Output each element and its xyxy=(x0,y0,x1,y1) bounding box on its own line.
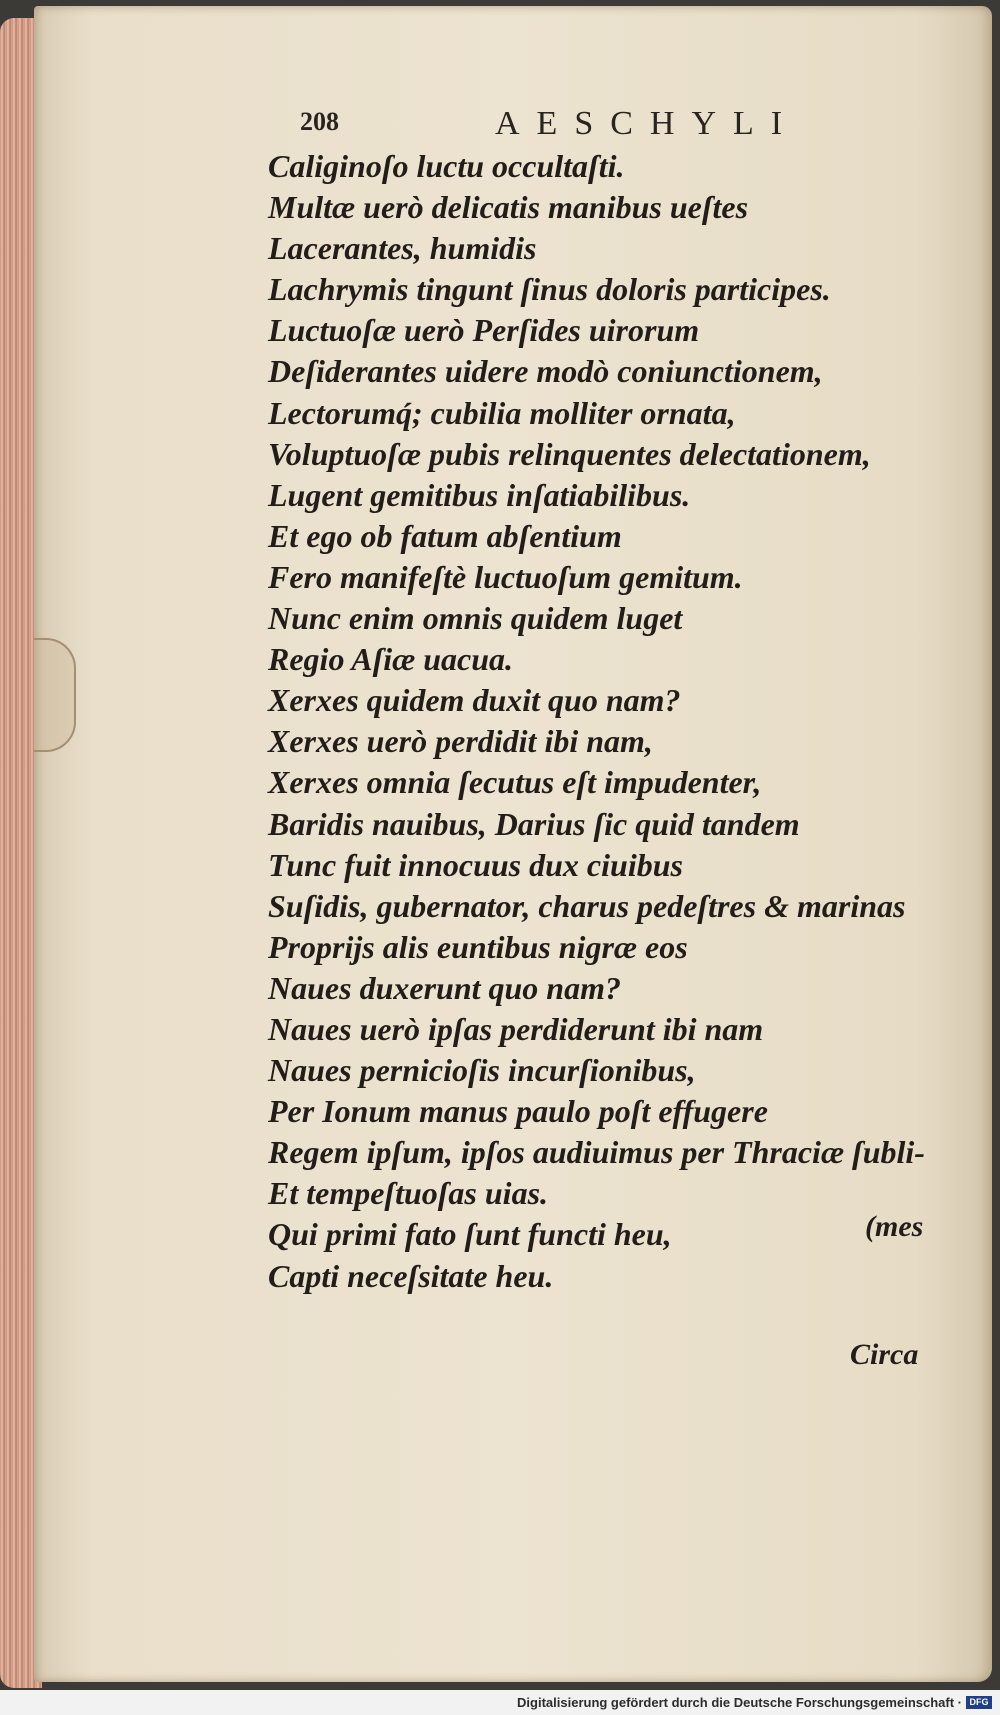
verse-line: Deſiderantes uidere modò coniunctionem, xyxy=(268,353,823,390)
verse-line: Lectorumq́; cubilia molliter ornata, xyxy=(268,394,736,431)
running-head: AESCHYLI xyxy=(495,105,800,142)
verse-line: Lugent gemitibus inſatiabilibus. xyxy=(268,476,691,513)
verse-line: Lacerantes, humidis xyxy=(268,230,537,267)
margin-continuation: (mes xyxy=(865,1210,924,1243)
page-number: 208 xyxy=(300,107,339,136)
verse-line: Regio Aſiæ uacua. xyxy=(268,641,514,678)
verse-line: Suſidis, gubernator, charus pedeſtres & marinas xyxy=(268,887,906,924)
verse-line: Multæ uerò delicatis manibus ueſtes xyxy=(268,189,749,226)
verse-line: Xerxes omnia ſecutus eſt impudenter, xyxy=(268,764,762,801)
verse-line: Per Ionum manus paulo poſt effugere xyxy=(268,1093,768,1130)
verse-line: Regem ipſum, ipſos audiuimus per Thraciæ ſubli- xyxy=(268,1134,925,1171)
verse-line: Naues pernicioſis incurſionibus, xyxy=(268,1052,696,1089)
verse-line: Nunc enim omnis quidem luget xyxy=(268,600,683,637)
verse-text-block xyxy=(268,146,948,1297)
catchword: Circa xyxy=(850,1338,919,1371)
verse-line: Qui primi fato ſunt functi heu, xyxy=(268,1216,672,1253)
digitization-footer xyxy=(0,1690,1000,1715)
verse-line: Tunc fuit innocuus dux ciuibus xyxy=(268,846,683,883)
verse-line: Xerxes uerò perdidit ibi nam, xyxy=(268,723,653,760)
verse-line: Xerxes quidem duxit quo nam? xyxy=(268,682,681,719)
verse-line: Et ego ob fatum abſentium xyxy=(268,517,622,554)
verse-line: Naues duxerunt quo nam? xyxy=(268,969,621,1006)
verse-line: Luctuoſæ uerò Perſides uirorum xyxy=(268,312,700,349)
verse-line: Et tempeſtuoſas uias. xyxy=(268,1175,549,1212)
verse-line: Baridis nauibus, Darius ſic quid tandem xyxy=(268,805,800,842)
page-header xyxy=(300,105,830,145)
dfg-logo-icon: DFG xyxy=(966,1696,992,1709)
verse-line: Fero manifeſtè luctuoſum gemitum. xyxy=(268,558,743,595)
footer-credit: Digitalisierung gefördert durch die Deutsche Forschungsgemeinschaft · xyxy=(517,1695,962,1710)
page-clasp-mark xyxy=(34,638,76,752)
verse-line: Capti neceſsitate heu. xyxy=(268,1257,554,1294)
verse-line: Voluptuoſæ pubis relinquentes delectationem, xyxy=(268,435,871,472)
verse-line: Proprijs alis euntibus nigræ eos xyxy=(268,928,688,965)
verse-line: Caliginoſo luctu occultaſti. xyxy=(268,148,625,184)
verse-line: Lachrymis tingunt ſinus doloris participes. xyxy=(268,271,831,308)
verse-line: Naues uerò ipſas perdiderunt ibi nam xyxy=(268,1010,764,1047)
